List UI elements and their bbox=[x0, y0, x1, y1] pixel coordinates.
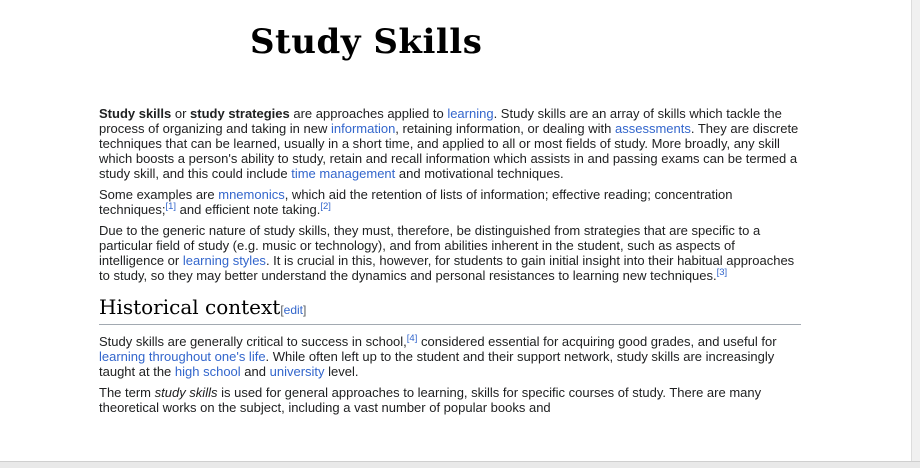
link-learning[interactable]: learning bbox=[447, 106, 494, 121]
link-learning-styles[interactable]: learning styles bbox=[182, 253, 266, 268]
link-information[interactable]: information bbox=[330, 121, 396, 136]
article-body bbox=[99, 106, 799, 421]
section-heading-historical-context: Historical context[edit] bbox=[99, 300, 801, 325]
citation-4[interactable]: [4] bbox=[406, 333, 418, 344]
link-time-management[interactable]: time management bbox=[291, 166, 396, 181]
link-lifelong-learning[interactable]: learning throughout one's life bbox=[99, 349, 266, 364]
link-assessments[interactable]: assessments bbox=[614, 121, 691, 136]
page-title: Study Skills bbox=[250, 22, 483, 62]
window-edge-bottom bbox=[0, 461, 920, 468]
window-edge-right bbox=[911, 0, 920, 468]
edit-section-link[interactable]: edit bbox=[283, 303, 304, 317]
intro-paragraph-3: Due to the generic nature of study skills, they must, therefore, be distinguished from strategies that are specific to a particular field of study (e.g. music or technology), and from abilities inherent in the student, such as aspects of intelligence or learning styles. It is crucial in this, however, for students to gain initial insight into their habitual approaches to study, so they may better understand the dynamics and personal resistances to learning new techniques.[3] bbox=[99, 223, 795, 283]
term-study-strategies: study strategies bbox=[190, 106, 290, 121]
link-university[interactable]: university bbox=[269, 364, 325, 379]
history-paragraph-2: The term study skills is used for general approaches to learning, skills for specific courses of study. There are many theoretical works on the subject, including a vast number of popular books and bbox=[99, 385, 762, 415]
link-high-school[interactable]: high school bbox=[174, 364, 241, 379]
intro-paragraph-1: Study skills or study strategies are approaches applied to learning. Study skills are an array of skills which tackle the process of organizing and taking in new information, retaining information, or dealing with assessments. They are discrete techniques that can be learned, usually in a short time, and applied to all or most fields of study. More broadly, any skill which boosts a person's ability to study, retain and recall information which assists in and passing exams can be termed a study skill, and this could include time management and motivational techniques. bbox=[99, 106, 799, 181]
term-study-skills: Study skills bbox=[99, 106, 172, 121]
term-study-skills-italic: study skills bbox=[154, 385, 218, 400]
link-mnemonics[interactable]: mnemonics bbox=[218, 187, 285, 202]
citation-1[interactable]: [1] bbox=[165, 201, 177, 212]
citation-3[interactable]: [3] bbox=[716, 267, 728, 278]
section-heading-text: Historical context bbox=[99, 295, 281, 319]
history-paragraph-1: Study skills are generally critical to success in school,[4] considered essential for acquiring good grades, and useful for learning throughout one's life. While often left up to the student and their support network, study skills are increasingly taught at the high school and university level. bbox=[99, 333, 777, 379]
citation-2[interactable]: [2] bbox=[320, 201, 331, 212]
intro-paragraph-2: Some examples are mnemonics, which aid the retention of lists of information; effective reading; concentration techniques;[1] and efficient note taking.[2] bbox=[99, 187, 733, 217]
